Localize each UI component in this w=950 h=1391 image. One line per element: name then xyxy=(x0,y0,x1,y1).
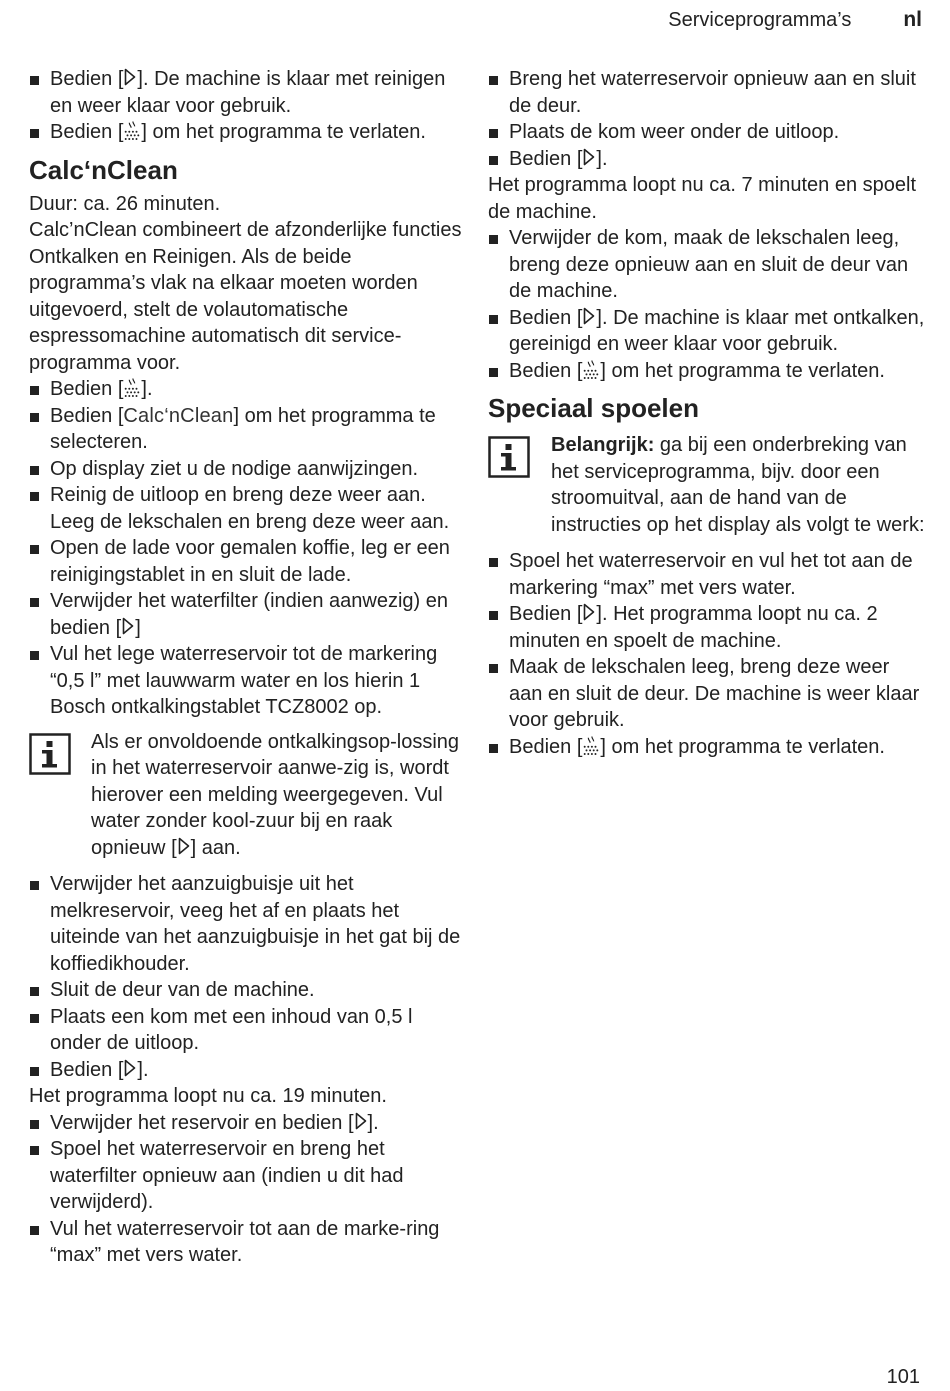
list-item: Sluit de deur van de machine. xyxy=(29,977,467,1004)
list-item: Bedien [ ]. xyxy=(488,146,928,173)
list-item: Op display ziet u de nodige aanwijzingen. xyxy=(29,456,467,483)
section-title: Serviceprogramma’s xyxy=(668,8,852,31)
info-note xyxy=(488,432,928,538)
info-note xyxy=(29,729,467,862)
language-code: nl xyxy=(903,8,922,31)
list-item: Plaats de kom weer onder de uitloop. xyxy=(488,119,928,146)
section-heading-calcnclean: Calc‘nClean xyxy=(29,154,178,185)
list-item: Bedien [Calc‘nClean] om het programma te selecteren. xyxy=(29,403,467,456)
run-time-text: Het programma loopt nu ca. 19 minuten. xyxy=(29,1085,387,1107)
service-icon xyxy=(123,377,141,397)
list-item: Verwijder het waterfilter (indien aanwezig) en bedien [ ] xyxy=(29,588,467,641)
service-icon xyxy=(582,735,600,755)
list-item: Verwijder de kom, maak de lekschalen leeg, breng deze opnieuw aan en sluit de deur van de machine. xyxy=(488,225,928,305)
list-item: Bedien [ ]. De machine is klaar met reinigen en weer klaar voor gebruik. xyxy=(29,66,467,119)
play-icon xyxy=(123,1058,137,1078)
list-item: Plaats een kom met een inhoud van 0,5 l onder de uitloop. xyxy=(29,1004,467,1057)
list-item: Verwijder het reservoir en bedien [ ]. xyxy=(29,1110,467,1137)
list-item: Verwijder het aanzuigbuisje uit het melkreservoir, veeg het af en plaats het uiteinde van het aanzuigbuisje in het gat bij de koffiedikhouder. xyxy=(29,871,467,977)
service-icon xyxy=(123,120,141,140)
list-item: Spoel het waterreservoir en breng het waterfilter opnieuw aan (indien u dit had verwijderd). xyxy=(29,1136,467,1216)
list-item: Open de lade voor gemalen koffie, leg er een reinigingstablet in en sluit de lade. xyxy=(29,535,467,588)
play-icon xyxy=(354,1111,368,1131)
play-icon xyxy=(177,836,191,856)
duration-text: Duur: ca. 26 minuten. xyxy=(29,192,221,215)
list-item: Bedien [ ]. Het programma loopt nu ca. 2 minuten en spoelt de machine. xyxy=(488,601,928,654)
run-time-text: Het programma loopt nu ca. 7 minuten en spoelt de machine. xyxy=(488,174,917,223)
list-item: Bedien [ ]. De machine is klaar met ontkalken, gereinigd en weer klaar voor gebruik. xyxy=(488,305,928,358)
note-text: Als er onvoldoende ontkalkingsop-lossing in het waterreservoir aanwe-zig is, wordt hierover een melding weergegeven. Vul water zonder kool-zuur bij en raak opnieuw [ ] aan. xyxy=(91,730,460,859)
right-column xyxy=(488,66,928,760)
play-icon xyxy=(582,147,596,167)
service-icon xyxy=(582,359,600,379)
list-item: Breng het waterreservoir opnieuw aan en sluit de deur. xyxy=(488,66,928,119)
list-item: Bedien [ ] om het programma te verlaten. xyxy=(488,734,928,761)
note-text: Belangrijk: ga bij een onderbreking van het serviceprogramma, bijv. door een stroomuitval, aan de hand van de instructies op het display als volgt te werk: xyxy=(551,434,925,536)
list-item: Vul het lege waterreservoir tot de markering “0,5 l” met lauwwarm water en los hierin 1 Bosch ontkalkingstablet TCZ8002 op. xyxy=(29,641,467,721)
play-icon xyxy=(582,602,596,622)
info-icon xyxy=(29,733,71,775)
list-item: Bedien [ ] om het programma te verlaten. xyxy=(488,358,928,385)
left-column xyxy=(29,66,467,1269)
list-item: Bedien [ ]. xyxy=(29,1057,467,1084)
play-icon xyxy=(123,67,137,87)
intro-text: Calc’nClean combineert de afzonderlijke functies Ontkalken en Reinigen. Als de beide programma’s vlak na elkaar moeten worden uitgevoerd, stelt de volautomatische espressomachine automatisch dit service-programma voor. xyxy=(29,219,462,374)
display-label: Calc‘nClean xyxy=(123,404,234,427)
list-item: Spoel het waterreservoir en vul het tot aan de markering “max” met vers water. xyxy=(488,548,928,601)
play-icon xyxy=(582,306,596,326)
list-item: Maak de lekschalen leeg, breng deze weer aan en sluit de deur. De machine is weer klaar voor gebruik. xyxy=(488,654,928,734)
list-item: Reinig de uitloop en breng deze weer aan. Leeg de lekschalen en breng deze weer aan. xyxy=(29,482,467,535)
page-number: 101 xyxy=(886,1366,920,1388)
page-header xyxy=(668,6,922,34)
list-item: Bedien [ ]. xyxy=(29,376,467,403)
list-item: Vul het waterreservoir tot aan de marke-ring “max” met vers water. xyxy=(29,1216,467,1269)
info-icon xyxy=(488,436,530,478)
section-heading-speciaal-spoelen: Speciaal spoelen xyxy=(488,393,699,423)
play-icon xyxy=(121,616,135,636)
list-item: Bedien [ ] om het programma te verlaten. xyxy=(29,119,467,146)
